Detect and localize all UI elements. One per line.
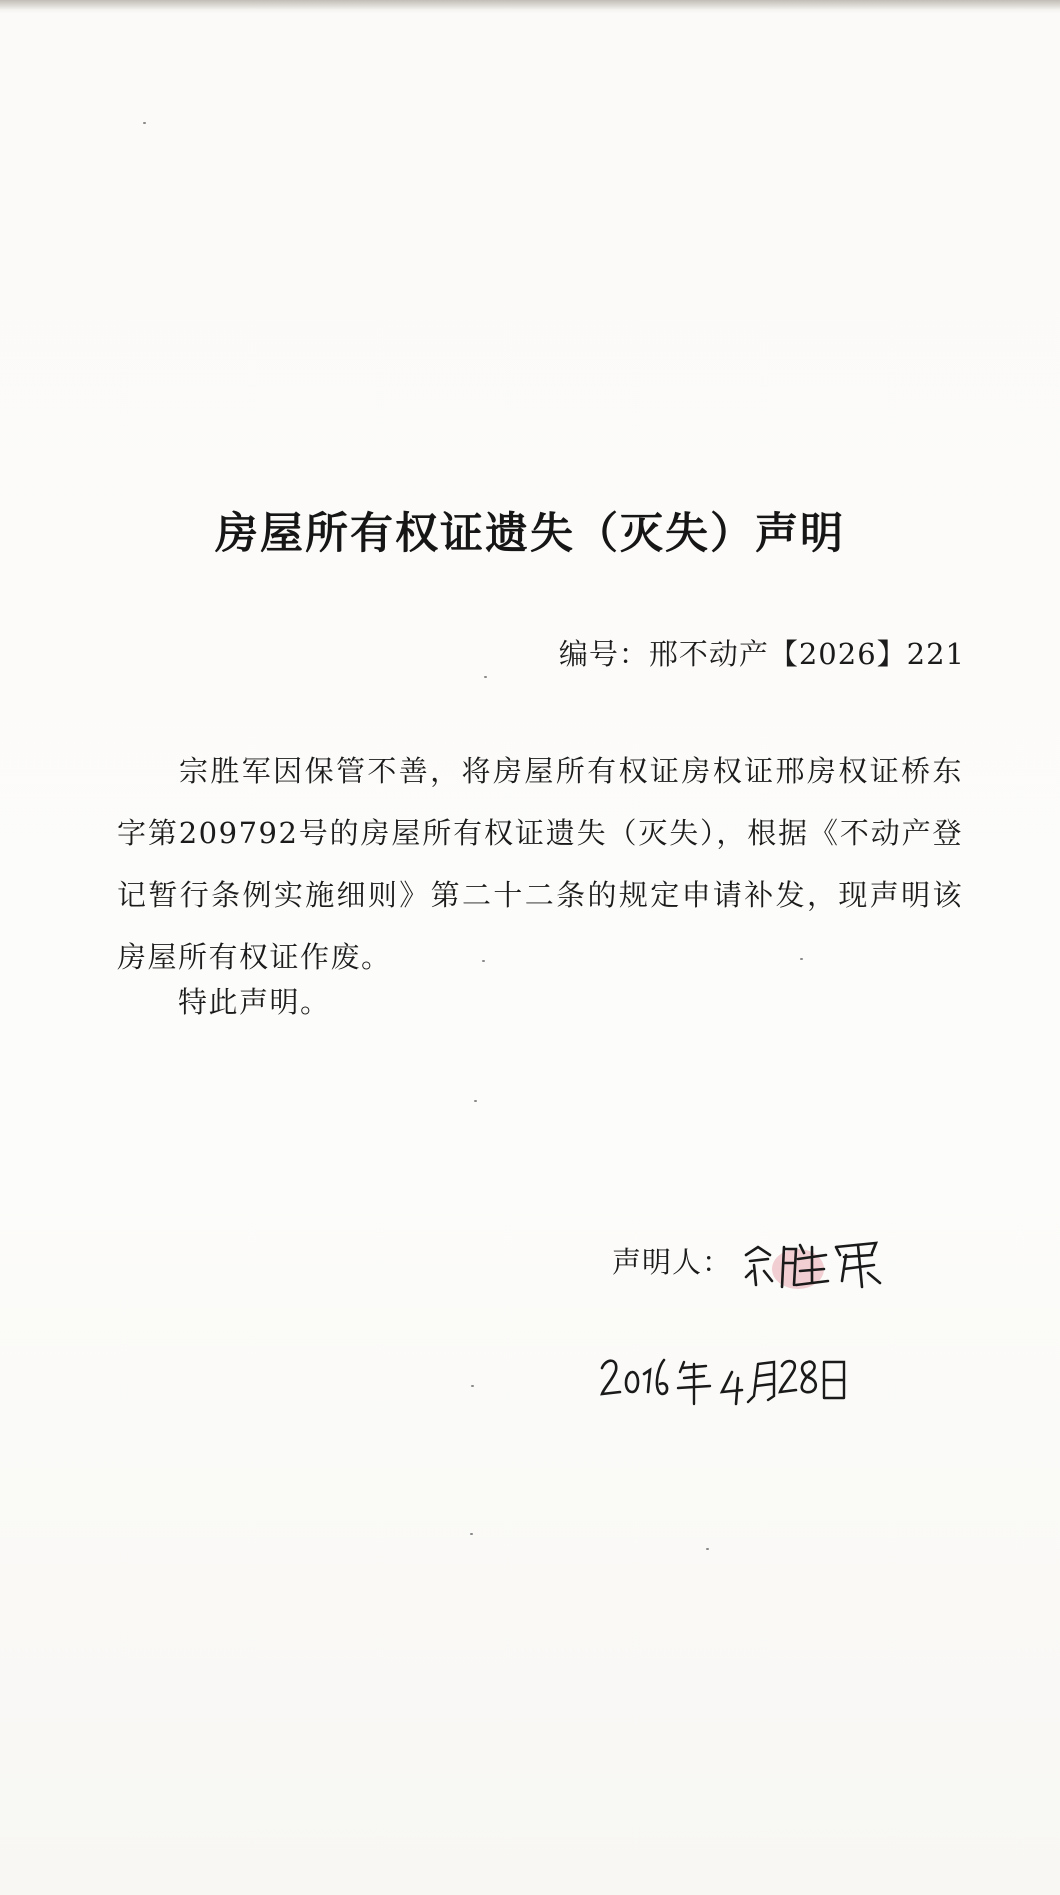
scan-speck	[800, 958, 803, 960]
document-number: 编号：邢不动产【2026】221	[558, 637, 965, 671]
handwritten-date	[598, 1348, 858, 1408]
scan-speck	[471, 1385, 474, 1387]
scan-speck	[143, 122, 146, 124]
scan-speck	[470, 1533, 473, 1535]
declaration-body: 宗胜军因保管不善，将房屋所有权证房权证邢房权证桥东字第209792号的房屋所有权证遗失（灭失），根据《不动产登记暂行条例实施细则》第二十二条的规定申请补发，现声明该房屋所有权证作废。	[117, 754, 963, 974]
scan-speck	[484, 676, 487, 678]
signature-row	[612, 1225, 886, 1295]
scan-speck	[706, 1548, 709, 1550]
document-title: 房屋所有权证遗失（灭失）声明	[215, 509, 845, 559]
scan-edge-shadow	[0, 0, 1060, 10]
handwritten-signature	[736, 1225, 886, 1295]
closing-statement: 特此声明。	[178, 985, 331, 1019]
scan-speck	[474, 1100, 477, 1102]
signature-label: 声明人：	[612, 1244, 733, 1279]
scan-speck	[482, 960, 485, 962]
